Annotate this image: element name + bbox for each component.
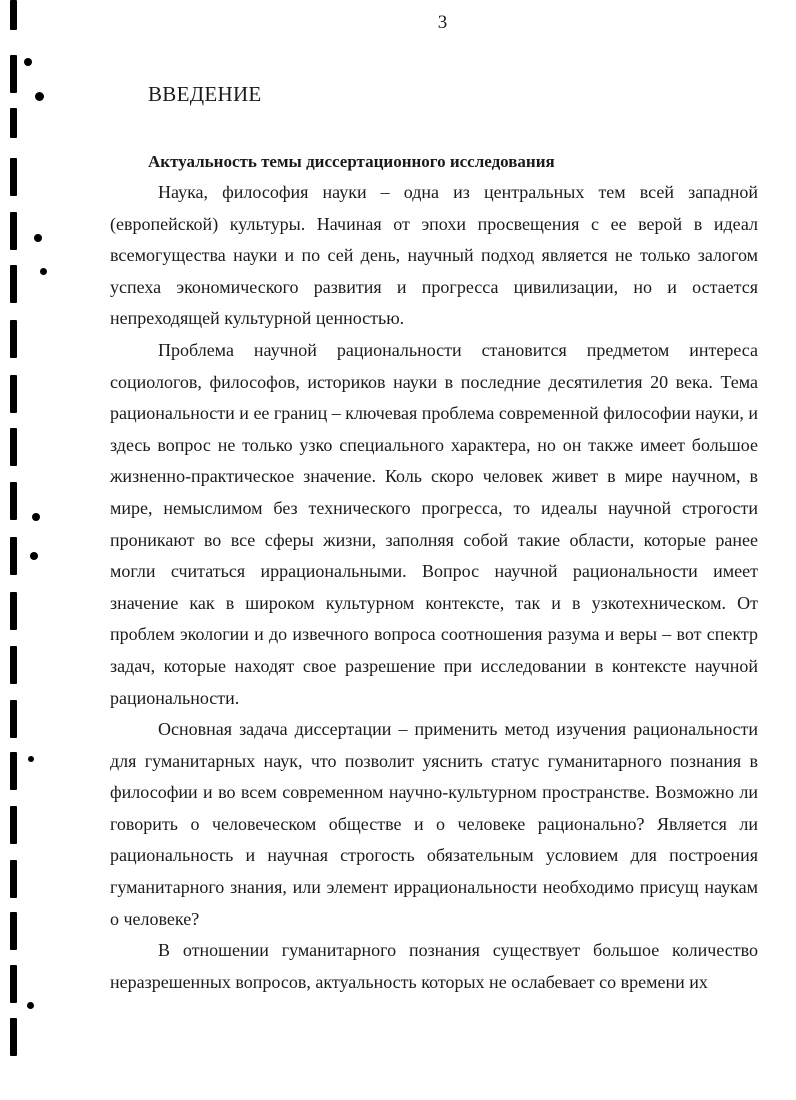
- scan-edge-mark: [10, 212, 17, 250]
- scan-edge-mark: [10, 965, 17, 1003]
- scan-edge-mark: [10, 592, 17, 630]
- scan-edge-mark: [10, 108, 17, 138]
- paragraph: В отношении гуманитарного познания существует большое количество неразрешенных вопросов, актуальность которых не ослабевает со времени их: [110, 940, 758, 992]
- scan-edge-mark: [10, 860, 17, 898]
- scan-edge-mark: [10, 375, 17, 413]
- paragraph: Наука, философия науки – одна из центральных тем всей западной (европейской) культуры. Начиная от эпохи просвещения с ее верой в идеал всемогущества науки и по сей день, научный подход является не только залогом успеха экономического развития и прогресса цивилизации, но и остается непреходящей культурной ценностью.: [110, 182, 758, 329]
- scan-dot: [32, 513, 40, 521]
- scan-edge-mark: [10, 320, 17, 358]
- page-number: 3: [437, 12, 448, 33]
- scan-dot: [35, 92, 44, 101]
- scan-edge-mark: [10, 537, 17, 575]
- scan-edge-mark: [10, 700, 17, 738]
- scan-edge-mark: [10, 428, 17, 466]
- scan-edge-mark: [10, 1018, 17, 1056]
- scan-edge-mark: [10, 806, 17, 844]
- scan-edge-mark: [10, 646, 17, 684]
- scan-dot: [24, 58, 32, 66]
- section-subheading: Актуальность темы диссертационного исследования: [148, 152, 555, 171]
- scan-edge-mark: [10, 158, 17, 196]
- paragraph: Основная задача диссертации – применить метод изучения рациональности для гуманитарных наук, что позволит уяснить статус гуманитарного познания в философии и во всем современном научно-культурном пространстве. Возможно ли говорить о человеческом обществе и о человеке рационально? Является ли рациональность и научная строгость обязательным условием для построения гуманитарного знания, или элемент иррациональности необходимо присущ наукам о человеке?: [110, 719, 758, 929]
- scan-edge-mark: [10, 752, 17, 790]
- scan-dot: [28, 756, 34, 762]
- scan-edge-mark: [10, 55, 17, 93]
- scan-edge-mark: [10, 482, 17, 520]
- scan-edge-mark: [10, 912, 17, 950]
- scan-edge-mark: [10, 265, 17, 303]
- scan-dot: [27, 1002, 34, 1009]
- scan-dot: [30, 552, 38, 560]
- scan-dot: [34, 234, 42, 242]
- body-text: [110, 177, 758, 998]
- scan-dot: [40, 268, 47, 275]
- paragraph: Проблема научной рациональности становится предметом интереса социологов, философов, историков науки в последние десятилетия 20 века. Тема рациональности и ее границ – ключевая проблема современной философии науки, и здесь вопрос не только узко специального характера, но он также имеет большое жизненно-практическое значение. Коль скоро человек живет в мире научном, в мире, немыслимом без технического прогресса, то идеалы научной строгости проникают во все сферы жизни, заполняя собой такие области, которые ранее могли считаться иррациональными. Вопрос научной рациональности имеет значение как в широком культурном контексте, так и в узкотехническом. От проблем экологии и до извечного вопроса соотношения разума и веры – вот спектр задач, которые находят свое разрешение при исследовании в контексте научной рациональности.: [110, 339, 758, 708]
- section-heading: ВВЕДЕНИЕ: [148, 82, 262, 106]
